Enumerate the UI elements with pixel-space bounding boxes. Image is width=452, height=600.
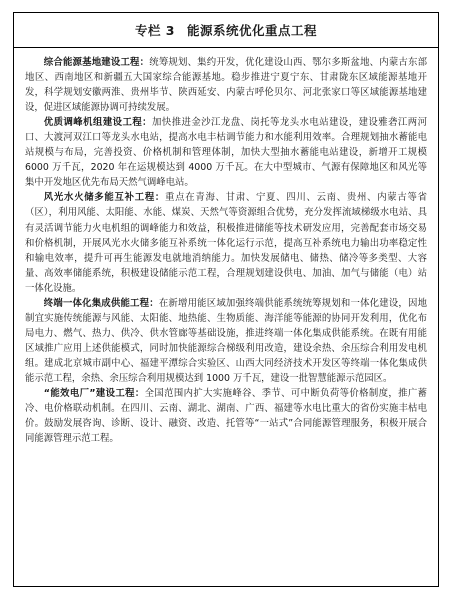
section-base bbox=[25, 55, 427, 115]
section-integrated bbox=[25, 296, 427, 386]
section-title: 优质调峰机组建设工程： bbox=[43, 117, 153, 129]
section-efficiency-plant bbox=[25, 386, 427, 446]
section-body: 在新增用能区域加强终端供能系统统筹规划和一体化建设，因地制宜实施传统能源与风能、太阳能、地热能、生物质能、海洋能等能源的协同开发利用，优化布局电力、燃气、热力、供冷、供水管廊等基础设施，推进终端一体化集成供能系统。在既有用能区域推广应用上述供能模式，同时加快能源综合梯级利用改造，建设余热、余压综合利用发电机组。建成北京城市副中心、福建平潭综合实验区、山西大同经济技术开发区等终端一体化集成供能示范工程，余热、余压综合利用规模达到 1000 万千瓦，建设一批智慧能源示范园区。 bbox=[25, 297, 427, 384]
box-header bbox=[14, 13, 438, 48]
section-title: 风光水火储多能互补工程： bbox=[43, 192, 166, 204]
box-content bbox=[14, 48, 438, 446]
box-number: 专栏 3 bbox=[134, 23, 176, 38]
section-body: 全国范围内扩大实施峰谷、季节、可中断负荷等价格制度，推广蓄冷、电价格联动机制。在四川、云南、湖北、湖南、广西、福建等水电比重大的省份实施丰枯电价。鼓励发展咨询、诊断、设计、融资、改造、托管等“一站式”合同能源管理服务，积极开展合同能源管理示范工程。 bbox=[25, 388, 427, 445]
section-title: “能效电厂”建设工程： bbox=[43, 388, 145, 400]
section-body: 重点在青海、甘肃、宁夏、四川、云南、贵州、内蒙古等省（区），利用风能、太阳能、水能、煤炭、天然气等资源组合优势，充分发挥流域梯级水电站、具有灵活调节能力火电机组的调峰能力和效益，积极推进储能等技术研发应用，完善配套市场交易和价格机制，开展风光水火储多能互补系统一体化运行示范，提高互补系统电力输出功率稳定性和输电效率，提升可再生能源发电就地消纳能力。加快发展储电、储热、储冷等多类型、大容量、高效率储能系统，积极建设储能示范工程，合理规划建设供电、加油、加气与储能（电）站一体化设施。 bbox=[25, 192, 427, 294]
section-complementary bbox=[25, 190, 427, 295]
section-peaking bbox=[25, 115, 427, 190]
section-title: 终端一体化集成供能工程： bbox=[43, 297, 159, 309]
section-body: 统筹规划、集约开发，优化建设山西、鄂尔多斯盆地、内蒙古东部地区、西南地区和新疆五大国家综合能源基地。稳步推进宁夏宁东、甘肃陇东区域能源基地开发，科学规划安徽两淮、贵州毕节、陕西延安、内蒙古呼伦贝尔、河北张家口等区域能源基地建设，促进区域能源协调可持续发展。 bbox=[25, 57, 427, 114]
box-title: 能源系统优化重点工程 bbox=[187, 23, 318, 38]
feature-box bbox=[13, 12, 439, 587]
section-title: 综合能源基地建设工程： bbox=[43, 57, 150, 68]
section-body: 加快推进金沙江龙盘、岗托等龙头水电站建设，建设雅砻江两河口、大渡河双江口等龙头水电站，提高水电丰枯调节能力和水能利用效率。合理规划抽水蓄能电站规模与布局，完善投资、价格机制和管理体制，加快大型抽水蓄能电站建设，新增开工规模 6000 万千瓦，2020 年在运规模达到 4000 万千瓦。在大中型城市、气源有保障地区和风光等集中开发地区优先布局天然气调峰电站。 bbox=[25, 117, 427, 189]
